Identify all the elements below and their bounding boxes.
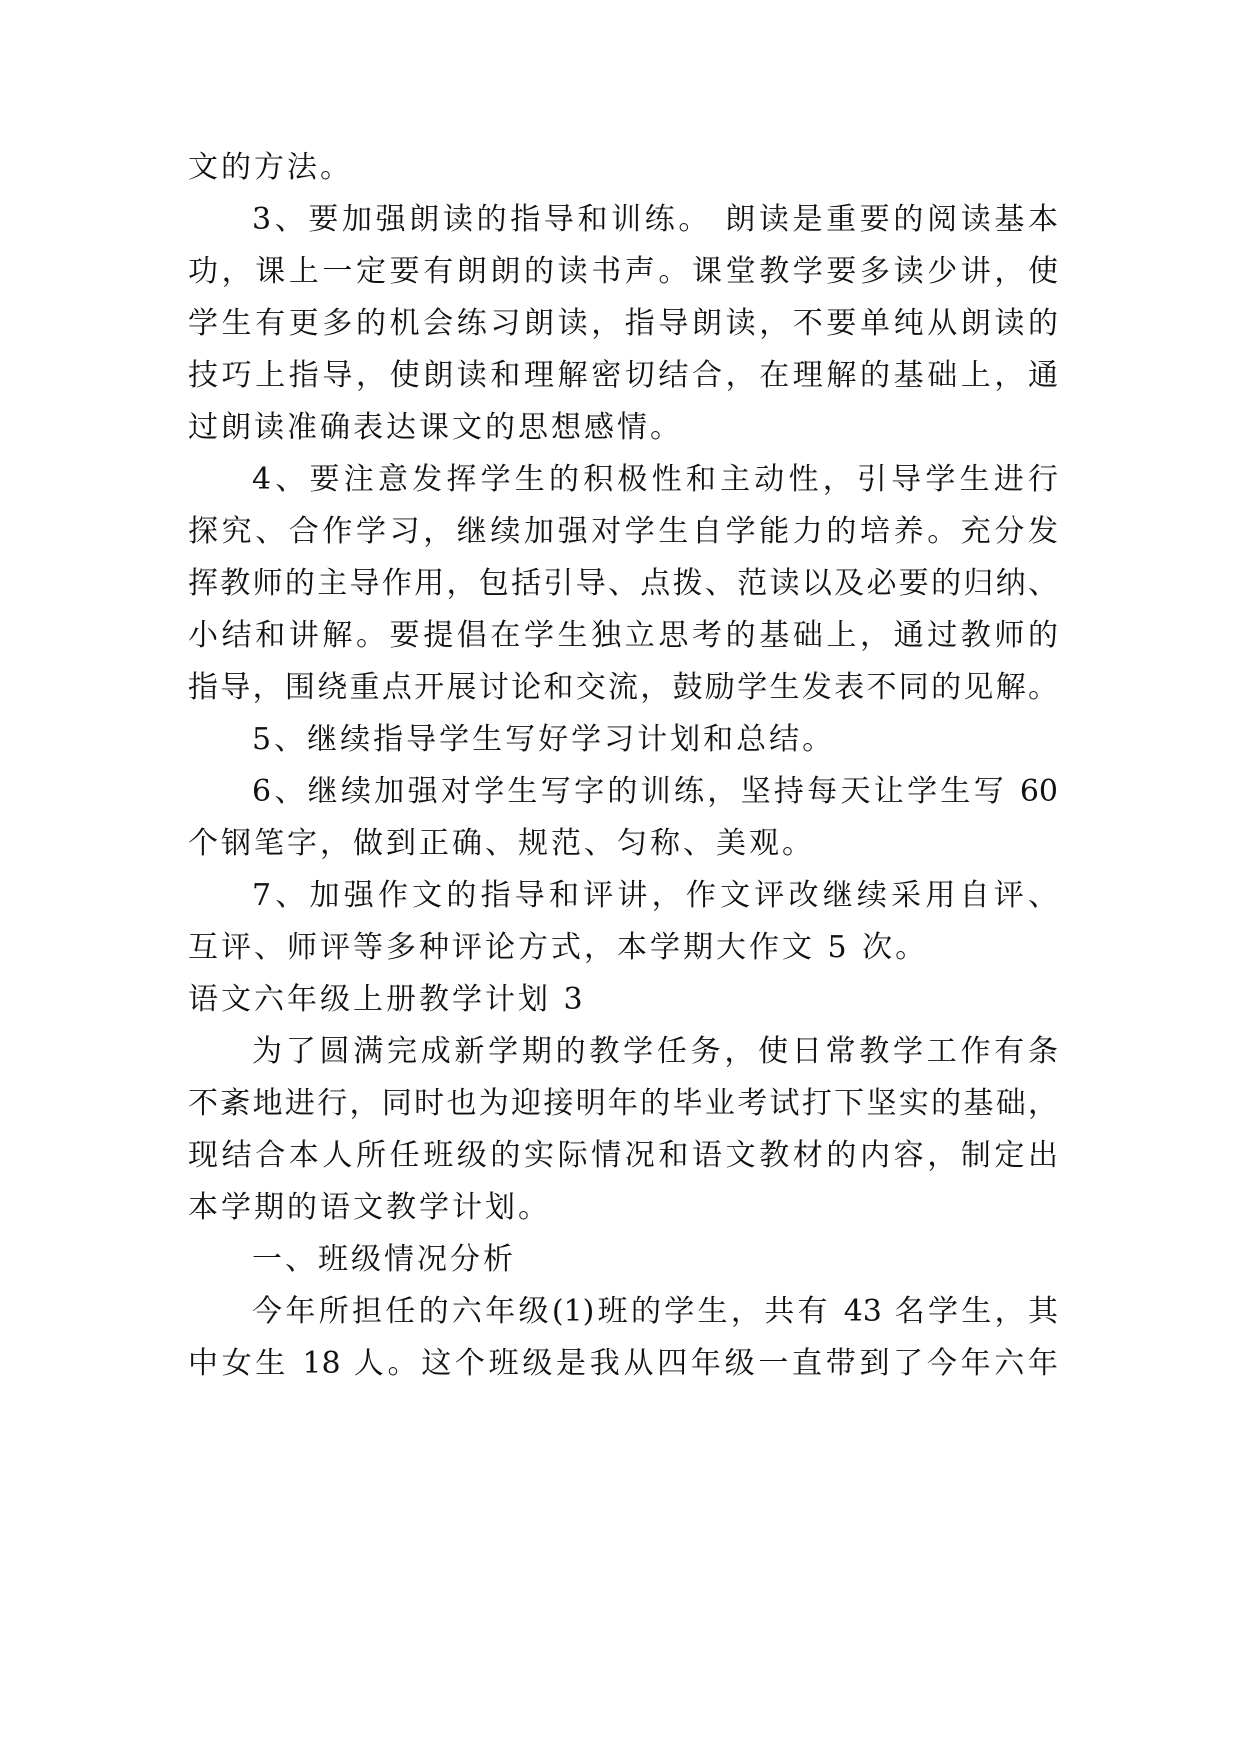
text-line: 现结合本人所任班级的实际情况和语文教材的内容，制定出 (188, 1138, 1058, 1173)
text-line: 为了圆满完成新学期的教学任务，使日常教学工作有条 (252, 1034, 1058, 1069)
text-line: 本学期的语文教学计划。 (188, 1190, 551, 1225)
text-line: 文的方法。 (188, 150, 353, 185)
text-line: 挥教师的主导作用，包括引导、点拨、范读以及必要的归纳、 (188, 566, 1058, 601)
text-line: 技巧上指导，使朗读和理解密切结合，在理解的基础上，通 (188, 358, 1058, 393)
text-line: 4、要注意发挥学生的积极性和主动性，引导学生进行 (252, 462, 1058, 497)
text-line: 6、继续加强对学生写字的训练，坚持每天让学生写 60 (252, 774, 1058, 809)
text-line: 中女生 18 人。这个班级是我从四年级一直带到了今年六年 (188, 1346, 1058, 1381)
text-line: 小结和讲解。要提倡在学生独立思考的基础上，通过教师的 (188, 618, 1058, 653)
text-line: 学生有更多的机会练习朗读，指导朗读，不要单纯从朗读的 (188, 306, 1058, 341)
text-line: 探究、合作学习，继续加强对学生自学能力的培养。充分发 (188, 514, 1058, 549)
text-line: 今年所担任的六年级(1)班的学生，共有 43 名学生，其 (252, 1294, 1058, 1329)
text-line: 5、继续指导学生写好学习计划和总结。 (252, 722, 836, 757)
section-heading: 语文六年级上册教学计划 3 (188, 982, 586, 1017)
text-line: 个钢笔字，做到正确、规范、匀称、美观。 (188, 826, 815, 861)
text-line: 互评、师评等多种评论方式，本学期大作文 5 次。 (188, 930, 929, 965)
text-line: 3、要加强朗读的指导和训练。 朗读是重要的阅读基本 (252, 202, 1058, 237)
text-line: 7、加强作文的指导和评讲，作文评改继续采用自评、 (252, 878, 1058, 913)
text-line: 不紊地进行，同时也为迎接明年的毕业考试打下坚实的基础， (188, 1086, 1058, 1121)
text-line: 过朗读准确表达课文的思想感情。 (188, 410, 683, 445)
subsection-heading: 一、班级情况分析 (252, 1242, 516, 1277)
text-line: 功，课上一定要有朗朗的读书声。课堂教学要多读少讲，使 (188, 254, 1058, 289)
text-line: 指导，围绕重点开展讨论和交流，鼓励学生发表不同的见解。 (188, 670, 1058, 705)
